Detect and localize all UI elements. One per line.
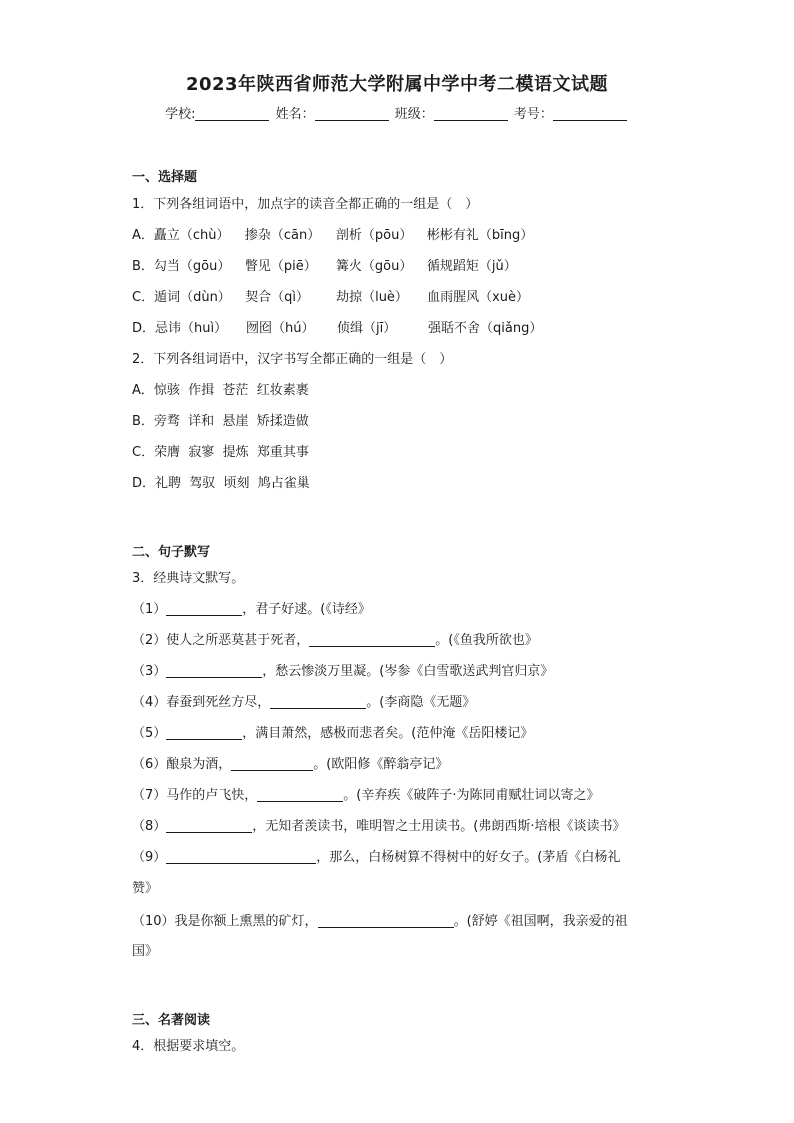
section-heading-dictation: 二、句子默写 xyxy=(132,545,211,560)
answer-blank[interactable] xyxy=(166,725,242,740)
question-2-stem: 2．下列各组词语中，汉字书写全都正确的一组是（ ） xyxy=(132,352,453,367)
question-3-stem: 3．经典诗文默写。 xyxy=(132,571,245,586)
name-label: 姓名： xyxy=(275,107,315,122)
q2-option-c: C．荣膺 寂寥 提炼 郑重其事 xyxy=(132,445,309,460)
q2-option-d: D．礼聘 驾驭 顷刻 鸠占雀巢 xyxy=(132,476,310,491)
school-label: 学校: xyxy=(165,107,196,122)
answer-blank[interactable] xyxy=(257,787,343,802)
answer-blank[interactable] xyxy=(231,756,313,771)
name-field[interactable] xyxy=(315,106,389,121)
q3-item-3: （3） ，愁云惨淡万里凝。(岑参《白雪歌送武判官归京》 xyxy=(132,664,554,679)
question-4-stem: 4．根据要求填空。 xyxy=(132,1039,245,1054)
answer-blank[interactable] xyxy=(166,849,316,864)
answer-blank[interactable] xyxy=(309,632,435,647)
answer-blank[interactable] xyxy=(166,601,242,616)
number-field[interactable] xyxy=(553,106,627,121)
q1-option-b: B．勾当（gōu） 瞥见（piē） 篝火（gōu） 循规蹈矩（jǔ） xyxy=(132,259,517,274)
class-label: 班级： xyxy=(394,107,434,122)
section-heading-choice: 一、选择题 xyxy=(132,170,198,185)
section-heading-classics: 三、名著阅读 xyxy=(132,1013,211,1028)
q3-item-2: （2）使人之所恶莫甚于死者， 。(《鱼我所欲也》 xyxy=(132,633,538,648)
q3-item-5: （5） ，满目萧然，感极而悲者矣。(范仲淹《岳阳楼记》 xyxy=(132,726,534,741)
page-title: 2023年陕西省师范大学附属中学中考二模语文试题 xyxy=(185,74,609,95)
answer-blank[interactable] xyxy=(270,694,366,709)
class-field[interactable] xyxy=(434,106,508,121)
q1-option-a: A．矗立（chù） 掺杂（cān） 剖析（pōu） 彬彬有礼（bīng） xyxy=(132,228,534,243)
q3-item-1: （1） ，君子好逑。(《诗经》 xyxy=(132,602,371,617)
answer-blank[interactable] xyxy=(166,818,252,833)
q3-item-10-continued: 国》 xyxy=(132,944,159,959)
q1-option-d: D．忌讳（huì） 囫囵（hú） 侦缉（jī） 强聒不舍（qiǎng） xyxy=(132,321,543,336)
q3-item-6: （6）酿泉为酒， 。(欧阳修《醉翁亭记》 xyxy=(132,757,449,772)
q3-item-10: （10）我是你额上熏黑的矿灯， 。(舒婷《祖国啊，我亲爱的祖 xyxy=(132,914,628,929)
question-1-stem: 1．下列各组词语中，加点字的读音全都正确的一组是（ ） xyxy=(132,197,479,212)
q2-option-b: B．旁骛 详和 悬崖 矫揉造做 xyxy=(132,414,309,429)
student-info-line xyxy=(0,103,794,122)
q2-option-a: A．惊骇 作揖 苍茫 红妆素裹 xyxy=(132,383,309,398)
q3-item-9: （9） ，那么，白杨树算不得树中的好女子。(茅盾《白杨礼 xyxy=(132,850,621,865)
q3-item-7: （7）马作的卢飞快， 。(辛弃疾《破阵子·为陈同甫赋壮词以寄之》 xyxy=(132,788,600,803)
q1-option-c: C．遁词（dùn） 契合（qì） 劫掠（luè） 血雨腥风（xuè） xyxy=(132,290,530,305)
q3-item-4: （4）春蚕到死丝方尽， 。(李商隐《无题》 xyxy=(132,695,476,710)
q3-item-9-continued: 赞》 xyxy=(132,881,159,896)
answer-blank[interactable] xyxy=(318,913,454,928)
number-label: 考号： xyxy=(513,107,553,122)
q3-item-8: （8） ，无知者羡读书，唯明智之士用读书。(弗朗西斯·培根《谈读书》 xyxy=(132,819,626,834)
answer-blank[interactable] xyxy=(166,663,262,678)
school-field[interactable] xyxy=(195,106,269,121)
